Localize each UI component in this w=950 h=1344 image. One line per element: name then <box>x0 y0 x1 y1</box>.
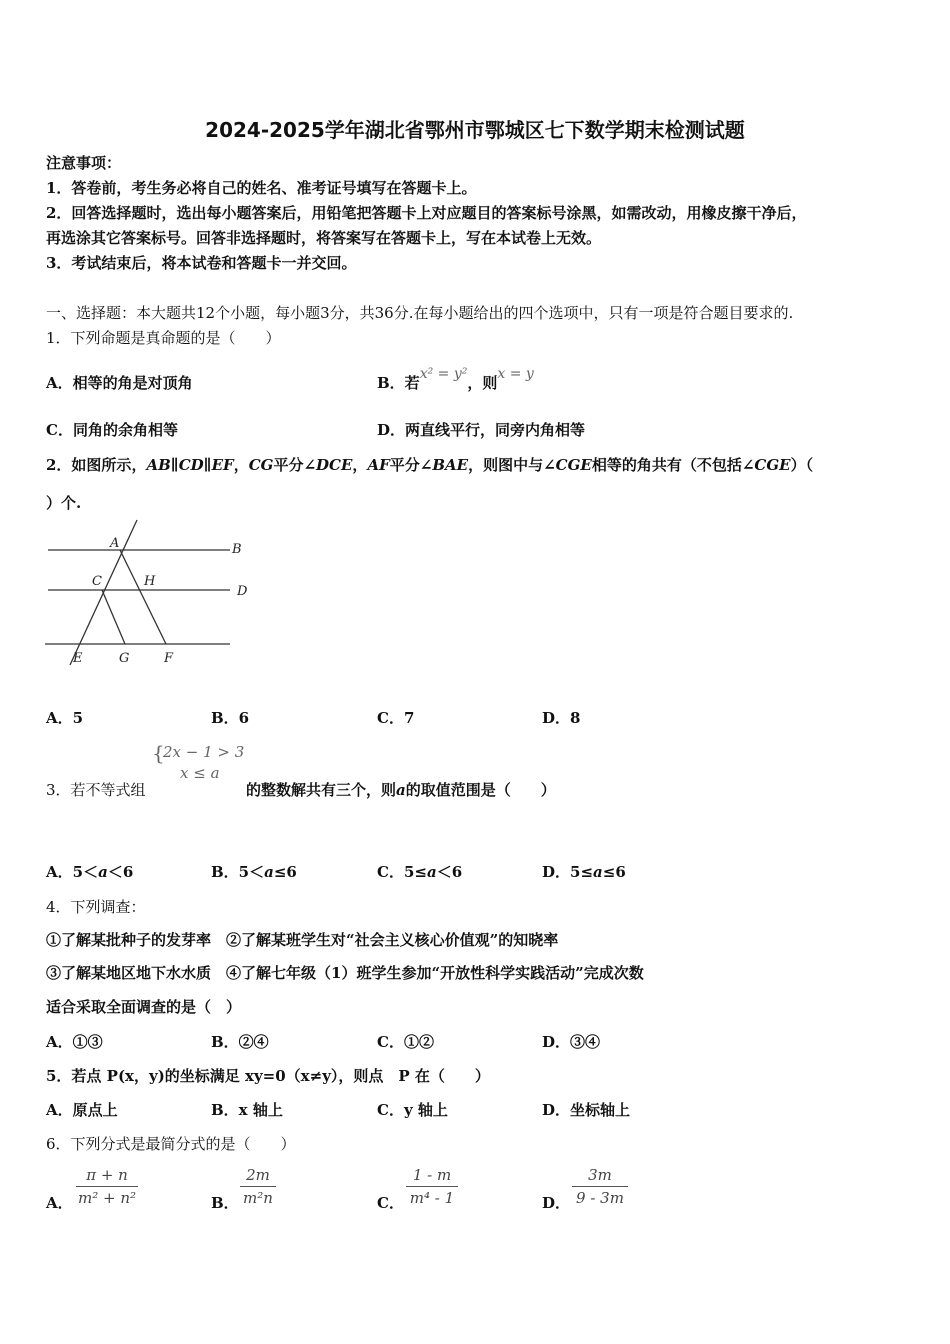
q6-option-a-label: A． <box>46 1194 73 1212</box>
q2-figure <box>40 515 270 675</box>
q1-stem: 1．下列命题是真命题的是（ ） <box>46 329 281 347</box>
label-g: G <box>119 651 130 666</box>
notice-line-1: 1．答卷前，考生务必将自己的姓名、准考证号填写在答题卡上。 <box>46 179 477 197</box>
q2-option-d: D．8 <box>542 709 581 727</box>
q4-line-1: ①了解某批种子的发芽率 ②了解某班学生对“社会主义核心价值观”的知晓率 <box>46 931 559 949</box>
q2-option-a: A．5 <box>46 709 84 727</box>
q3-option-a: A．5＜a＜6 <box>46 863 134 881</box>
label-d: D <box>237 584 248 599</box>
notice-heading: 注意事项： <box>46 154 122 172</box>
q4-stem: 4．下列调查： <box>46 898 146 916</box>
q1-option-d: D．两直线平行，同旁内角相等 <box>377 421 586 439</box>
q2-option-b: B．6 <box>211 709 250 727</box>
notice-line-4: 3．考试结束后，将本试卷和答题卡一并交回。 <box>46 254 357 272</box>
q6-option-d-fraction: 3m 9 - 3m <box>572 1166 628 1207</box>
q5-option-a: A．原点上 <box>46 1101 118 1119</box>
label-f: F <box>164 651 174 666</box>
q3-stem-pre: 3．若不等式组 <box>46 781 146 799</box>
label-a: A <box>110 536 120 551</box>
notice-line-2: 2．回答选择题时，选出每小题答案后，用铅笔把答题卡上对应题目的答案标号涂黑，如需改动，用橡皮擦干净后， <box>46 204 807 222</box>
q2-stem-line2: ）个. <box>46 494 82 512</box>
q6-option-a-fraction: π + n m² + n² <box>77 1166 136 1207</box>
q1-option-b: B．若x² = y²，则x = y <box>377 366 534 392</box>
q3-option-d: D．5≤a≤6 <box>542 863 626 881</box>
q3-ineq-2: x ≤ a <box>180 764 220 782</box>
q5-option-c: C．y 轴上 <box>377 1101 448 1119</box>
q4-option-c: C．①② <box>377 1033 434 1051</box>
q1-b-math2: x = y <box>497 366 534 382</box>
q3-brace: { <box>152 741 165 765</box>
page-title: 2024-2025学年湖北省鄂州市鄂城区七下数学期末检测试题 <box>205 118 745 142</box>
label-h: H <box>144 574 156 589</box>
q1-option-c: C．同角的余角相等 <box>46 421 178 439</box>
line-af <box>120 550 166 644</box>
q5-option-b: B．x 轴上 <box>211 1101 283 1119</box>
q4-option-a: A．①③ <box>46 1033 103 1051</box>
q4-option-d: D．③④ <box>542 1033 601 1051</box>
label-e: E <box>73 651 83 666</box>
q1-b-math1: x² = y² <box>419 366 468 382</box>
q4-option-b: B．②④ <box>211 1033 269 1051</box>
section-heading: 一、选择题：本大题共12个小题，每小题3分，共36分.在每小题给出的四个选项中，只有一项是符合题目要求的. <box>46 304 794 322</box>
q4-line-2: ③了解某地区地下水水质 ④了解七年级（1）班学生参加“开放性科学实践活动”完成次数 <box>46 964 644 982</box>
q6-option-b-fraction: 2m m²n <box>240 1166 276 1207</box>
q3-option-b: B．5＜a≤6 <box>211 863 297 881</box>
label-c: C <box>92 574 102 589</box>
q6-stem: 6．下列分式是最简分式的是（ ） <box>46 1135 296 1153</box>
q6-option-b-label: B． <box>211 1194 239 1212</box>
notice-line-3: 再选涂其它答案标号。回答非选择题时，将答案写在答题卡上，写在本试卷上无效。 <box>46 229 602 247</box>
q4-line-3: 适合采取全面调查的是（ ） <box>46 998 242 1016</box>
q3-ineq-1: 2x − 1 > 3 <box>163 743 245 761</box>
q6-option-c-fraction: 1 - m m⁴ - 1 <box>406 1166 458 1207</box>
q3-option-c: C．5≤a＜6 <box>377 863 463 881</box>
q5-stem: 5．若点 P(x，y)的坐标满足 xy=0（x≠y），则点 P 在（ ） <box>46 1067 490 1085</box>
q2-option-c: C．7 <box>377 709 415 727</box>
label-b: B <box>232 542 242 557</box>
q2-stem: 2．如图所示，AB∥CD∥EF，CG平分∠DCE，AF平分∠BAE，则图中与∠CGE相等的角共有（不包括∠CGE）（ <box>46 456 814 474</box>
line-cg <box>102 590 125 644</box>
q5-option-d: D．坐标轴上 <box>542 1101 631 1119</box>
q1-option-a: A．相等的角是对顶角 <box>46 374 193 392</box>
q3-stem-post: 的整数解共有三个，则a的取值范围是（ ） <box>246 781 556 799</box>
q6-option-c-label: C． <box>377 1194 404 1212</box>
q6-option-d-label: D． <box>542 1194 571 1212</box>
